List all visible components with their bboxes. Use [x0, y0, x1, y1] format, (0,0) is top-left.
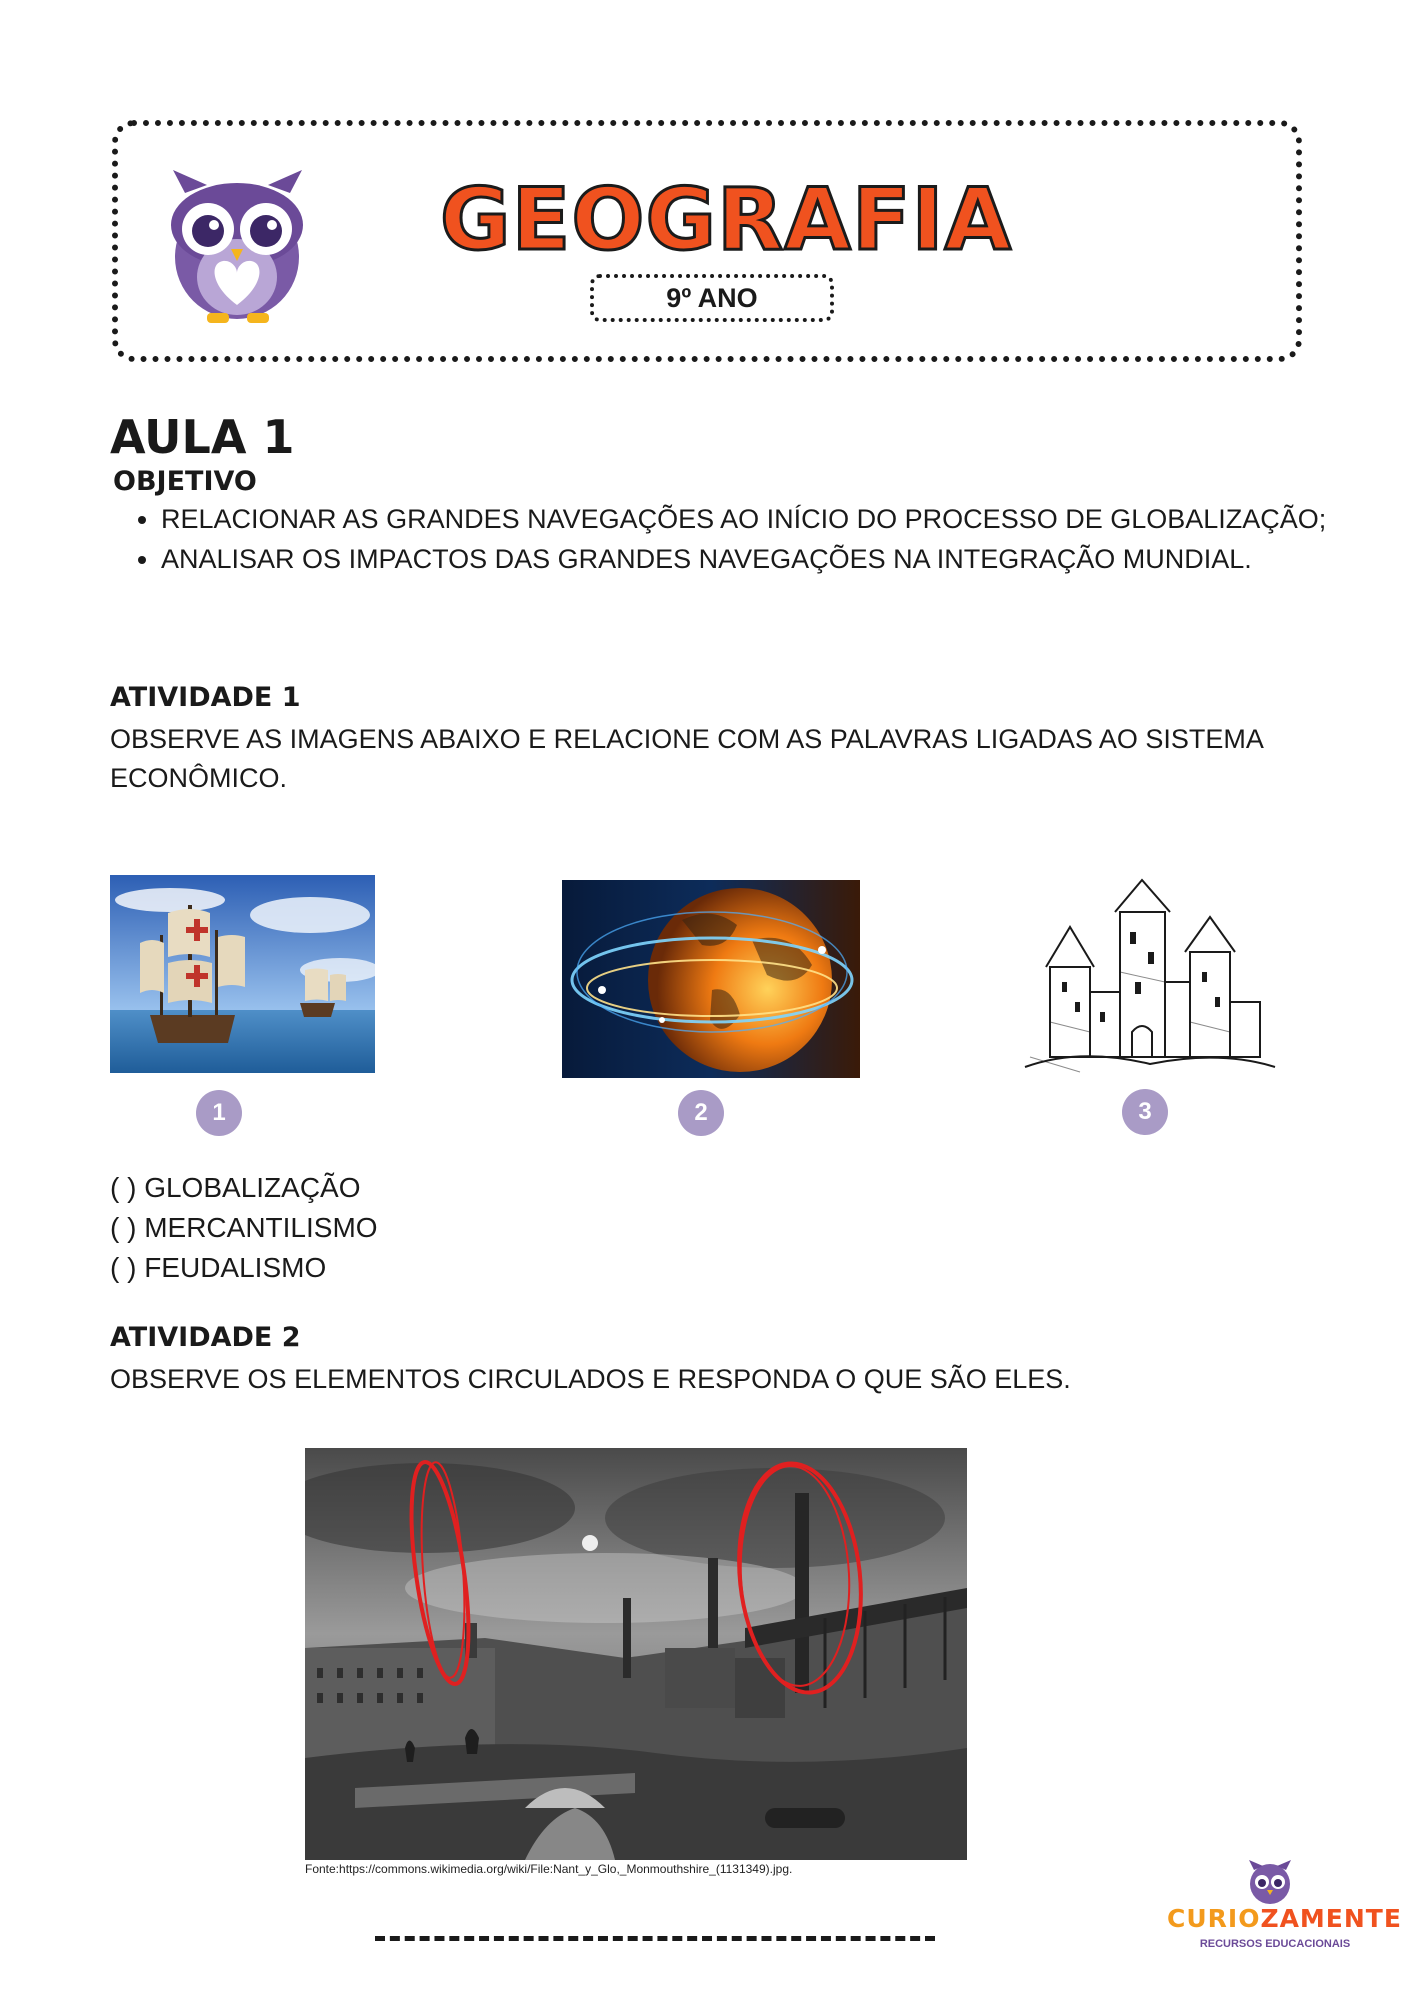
owl-mascot-icon — [165, 165, 310, 325]
image-number-badge: 2 — [678, 1090, 724, 1136]
image-number-badge: 3 — [1122, 1089, 1168, 1135]
footer-dashed-divider — [375, 1936, 935, 1941]
brand-name-part2: ZAMENTE — [1260, 1904, 1402, 1933]
image-number-badge: 1 — [196, 1090, 242, 1136]
brand-tagline: RECURSOS EDUCACIONAIS — [1199, 1938, 1351, 1950]
caravel-ship-image — [110, 875, 375, 1073]
subject-title: GEOGRAFIA — [440, 170, 1013, 270]
activity2-label: ATIVIDADE 2 — [110, 1322, 301, 1353]
activity2-instruction: OBSERVE OS ELEMENTOS CIRCULADOS E RESPONDA O QUE SÃO ELES. — [110, 1364, 1071, 1394]
industrial-revolution-engraving-image — [305, 1448, 967, 1860]
choice-mercantilismo: ( ) MERCANTILISMO — [110, 1212, 378, 1243]
lesson-title: AULA 1 — [110, 410, 295, 464]
objectives-list — [115, 500, 1341, 580]
image-source-caption: Fonte:https://commons.wikimedia.org/wiki/File:Nant_y_Glo,_Monmouthshire_(1131349).jpg. — [305, 1862, 793, 1876]
brand-logo — [1165, 1860, 1402, 1960]
objective-label: OBJETIVO — [113, 466, 257, 497]
castle-drawing-image — [1020, 872, 1280, 1077]
choice-globalizacao: ( ) GLOBALIZAÇÃO — [110, 1172, 361, 1203]
objective-item: • ANALISAR OS IMPACTOS DAS GRANDES NAVEGAÇÕES NA INTEGRAÇÃO MUNDIAL. — [161, 540, 1341, 579]
choice-feudalismo: ( ) FEUDALISMO — [110, 1252, 327, 1283]
objective-item: • RELACIONAR AS GRANDES NAVEGAÇÕES AO INÍCIO DO PROCESSO DE GLOBALIZAÇÃO; — [161, 500, 1341, 539]
activity1-label: ATIVIDADE 1 — [110, 682, 301, 713]
brand-name — [1167, 1904, 1402, 1933]
globe-globalization-image — [562, 880, 860, 1078]
grade-badge: 9º ANO — [590, 274, 834, 322]
activity1-instruction: OBSERVE AS IMAGENS ABAIXO E RELACIONE COM AS PALAVRAS LIGADAS AO SISTEMA ECONÔMICO. — [110, 724, 1263, 793]
brand-name-part1: CURIO — [1167, 1904, 1261, 1933]
